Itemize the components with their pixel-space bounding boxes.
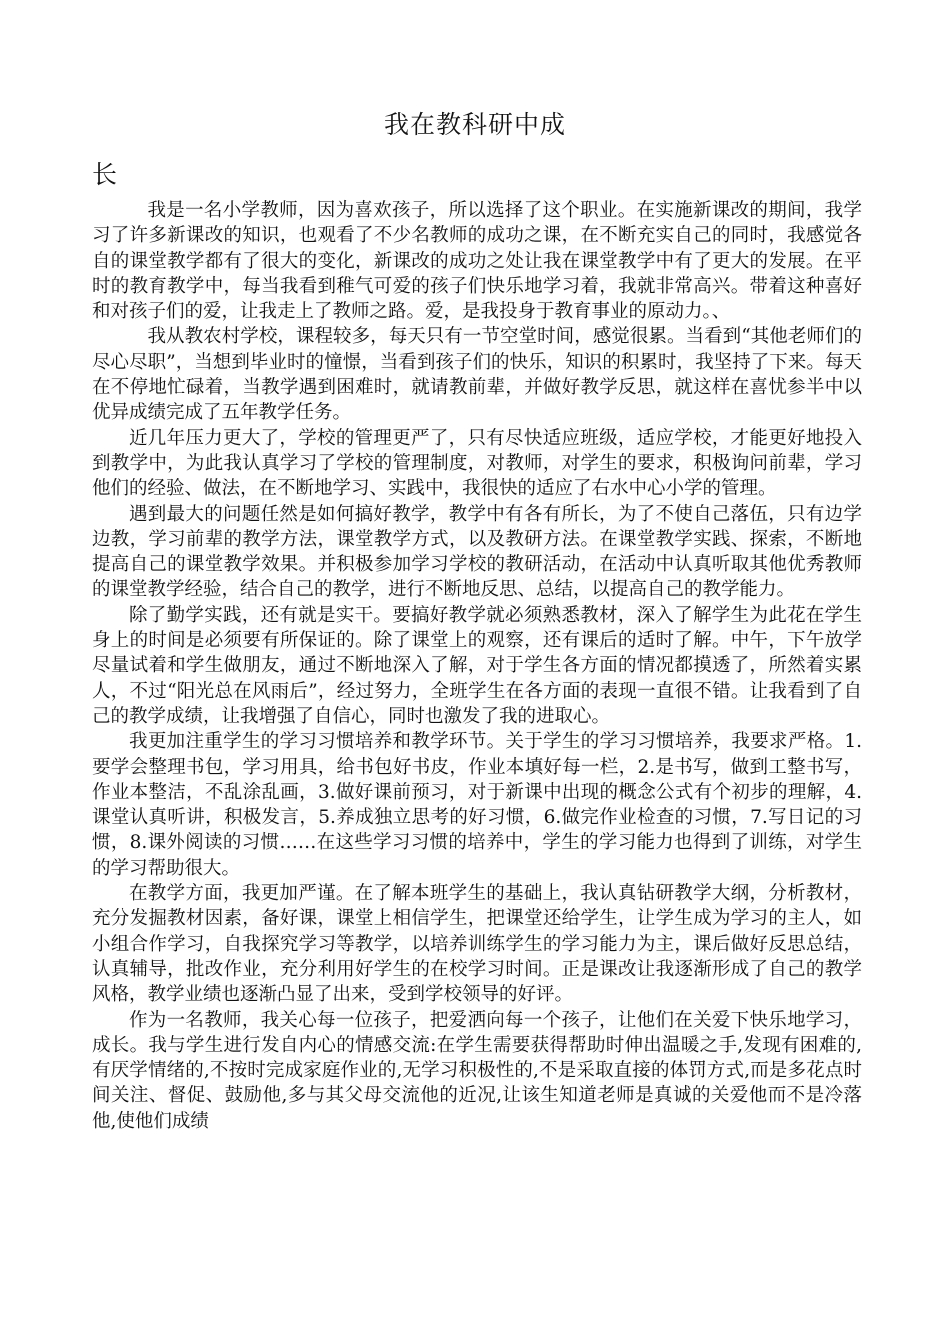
document-body (92, 198, 862, 1134)
paragraph-4: 遇到最大的问题任然是如何搞好教学，教学中有各有所长，为了不使自己落伍，只有边学边教，学习前辈的教学方法，课堂教学方式，以及教研方法。在课堂教学实践、探索，不断地提高自己的课堂教学效果。并积极参加学习学校的教研活动，在活动中认真听取其他优秀教师的课堂教学经验，结合自己的教学，进行不断地反思、总结，以提高自己的教学能力。 (92, 503, 862, 601)
paragraph-3: 近几年压力更大了，学校的管理更严了，只有尽快适应班级，适应学校，才能更好地投入到教学中，为此我认真学习了学校的管理制度，对教师，对学生的要求，积极询问前辈，学习他们的经验、做法，在不断地学习、实践中，我很快的适应了右水中心小学的管理。 (92, 427, 862, 500)
document-title: 我在教科研中成 (383, 110, 566, 139)
paragraph-1: 我是一名小学教师，因为喜欢孩子，所以选择了这个职业。在实施新课改的期间，我学习了许多新课改的知识，也观看了不少名教师的成功之课，在不断充实自己的同时，我感觉各自的课堂教学都有了很大的变化，新课改的成功之处让我在课堂教学中有了更大的发展。在平时的教育教学中，每当我看到稚气可爱的孩子们快乐地学习着，我就非常高兴。带着这种喜好和对孩子们的爱，让我走上了教师之路。爱，是我投身于教育事业的原动力。、 (92, 200, 862, 323)
paragraph-8: 作为一名教师，我关心每一位孩子，把爱洒向每一个孩子，让他们在关爱下快乐地学习，成长。我与学生进行发自内心的情感交流:在学生需要获得帮助时伸出温暖之手,发现有困难的,有厌学情绪的,不按时完成家庭作业的,无学习积极性的,不是采取直接的体罚方式,而是多花点时间关注、督促、鼓励他,多与其父母交流他的近况,让该生知道老师是真诚的关爱他而不是冷落他,使他们成绩 (92, 1009, 862, 1132)
paragraph-6: 我更加注重学生的学习习惯培养和教学环节。关于学生的学习习惯培养，我要求严格。1.要学会整理书包，学习用具，给书包好书皮，作业本填好每一栏，2.是书写，做到工整书写，作业本整洁，不乱涂乱画，3.做好课前预习，对于新课中出现的概念公式有个初步的理解，4.课堂认真听讲，积极发言，5.养成独立思考的好习惯，6.做完作业检查的习惯，7.写日记的习惯，8.课外阅读的习惯……在这些学习习惯的培养中，学生的学习能力也得到了训练，对学生的学习帮助很大。 (92, 731, 862, 879)
paragraph-2: 我从教农村学校，课程较多，每天只有一节空堂时间，感觉很累。当看到“其他老师们的尽心尽职”，当想到毕业时的憧憬，当看到孩子们的快乐，知识的积累时，我坚持了下来。每天在不停地忙碌着，当教学遇到困难时，就请教前辈，并做好教学反思，就这样在喜忧参半中以优异成绩完成了五年教学任务。 (92, 326, 862, 424)
paragraph-7: 在教学方面，我更加严谨。在了解本班学生的基础上，我认真钻研教学大纲，分析教材，充分发掘教材因素，备好课，课堂上相信学生，把课堂还给学生，让学生成为学习的主人，如小组合作学习，自我探究学习等教学，以培养训练学生的学习能力为主，课后做好反思总结，认真辅导，批改作业，充分利用好学生的在校学习时间。正是课改让我逐渐形成了自己的教学风格，教学业绩也逐渐凸显了出来，受到学校领导的好评。 (92, 883, 862, 1006)
document-title-continuation: 长 (92, 160, 118, 189)
paragraph-5: 除了勤学实践，还有就是实干。要搞好教学就必须熟悉教材，深入了解学生为此花在学生身上的时间是必须要有所保证的。除了课堂上的观察，还有课后的适时了解。中午，下午放学尽量试着和学生做朋友，通过不断地深入了解，对于学生各方面的情况都摸透了，所然着实累人，不过“阳光总在风雨后”，经过努力，全班学生在各方面的表现一直很不错。让我看到了自己的教学成绩，让我增强了自信心，同时也激发了我的进取心。 (92, 604, 862, 727)
